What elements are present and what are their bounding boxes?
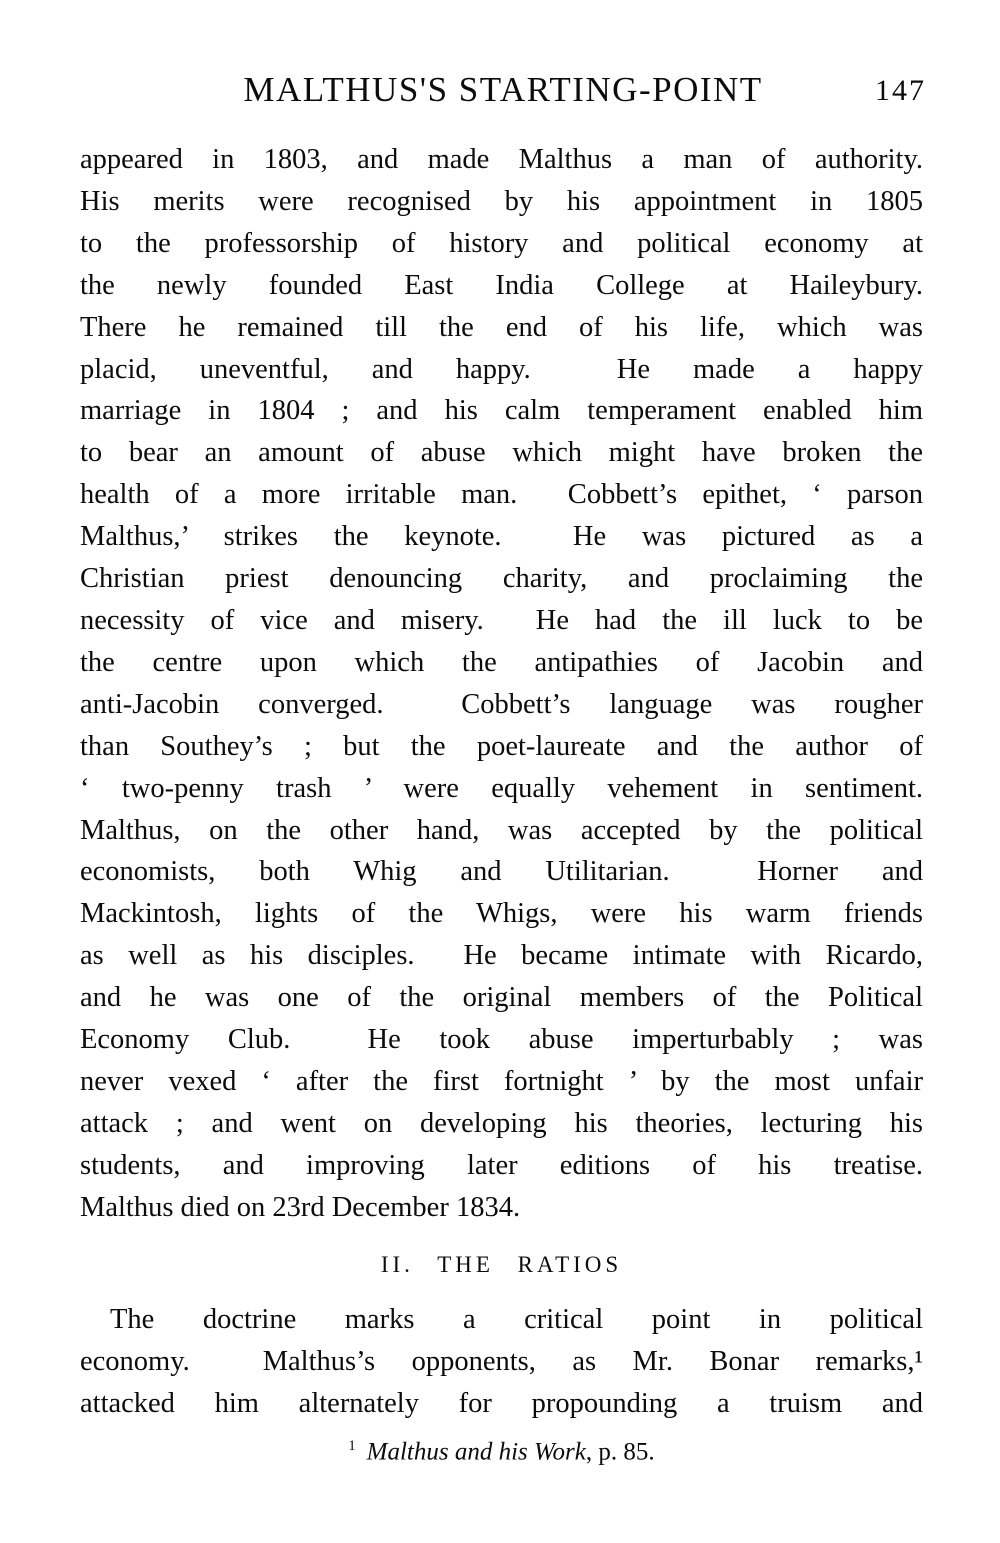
text-line: The doctrine marks a critical point in political — [110, 1304, 923, 1335]
text-line: attacked him alternately for propounding a truism and — [80, 1387, 923, 1419]
text-line: and he was one of the original members of the Political — [80, 982, 923, 1014]
text-line: Economy Club. He took abuse imperturbably ; was — [80, 1024, 923, 1056]
text-line: economists, both Whig and Utilitarian. Horner and — [80, 856, 923, 888]
text-line: the centre upon which the antipathies of Jacobin and — [80, 646, 923, 678]
paragraph-1 — [80, 139, 923, 1229]
text-line: economy. Malthus’s opponents, as Mr. Bonar remarks,¹ — [80, 1345, 923, 1377]
text-line: There he remained till the end of his life, which was — [80, 311, 923, 343]
text-line: to bear an amount of abuse which might have broken the — [80, 437, 923, 469]
text-line: Mackintosh, lights of the Whigs, were his warm friends — [80, 898, 923, 930]
text-line: necessity of vice and misery. He had the ill luck to be — [80, 604, 923, 636]
text-line: as well as his disciples. He became intimate with Ricardo, — [80, 940, 923, 972]
text-line: never vexed ‘ after the first fortnight ’ by the most unfair — [80, 1065, 923, 1097]
text-line: appeared in 1803, and made Malthus a man of authority. — [80, 144, 923, 175]
section-heading: II. THE RATIOS — [380, 1252, 623, 1277]
body-text-column — [80, 0, 923, 1543]
text-line: marriage in 1804 ; and his calm temperament enabled him — [80, 395, 923, 427]
running-title: MALTHUS'S STARTING-POINT — [243, 70, 763, 109]
text-line: Malthus, on the other hand, was accepted by the political — [80, 814, 923, 846]
text-line: to the professorship of history and political economy at — [80, 227, 923, 259]
text-line: anti-Jacobin converged. Cobbett’s language was rougher — [80, 688, 923, 720]
text-line: placid, uneventful, and happy. He made a happy — [80, 353, 923, 385]
text-line: than Southey’s ; but the poet-laureate and the author of — [80, 730, 923, 762]
text-line: Malthus died on 23rd December 1834. — [80, 1191, 521, 1223]
text-line: students, and improving later editions of his treatise. — [80, 1149, 923, 1181]
text-line: Christian priest denouncing charity, and proclaiming the — [80, 563, 923, 595]
footnote-marker: 1 — [348, 1438, 356, 1454]
footnote-text: , p. 85. — [585, 1438, 655, 1466]
text-line: ‘ two-penny trash ’ were equally vehement in sentiment. — [80, 772, 923, 804]
footnote-book-title: Malthus and his Work — [366, 1438, 586, 1466]
text-line: His merits were recognised by his appointment in 1805 — [80, 185, 923, 217]
footnote — [80, 1438, 923, 1466]
page-number: 147 — [875, 74, 926, 107]
text-line: attack ; and went on developing his theories, lecturing his — [80, 1107, 923, 1139]
text-line: Malthus,’ strikes the keynote. He was pictured as a — [80, 521, 923, 553]
text-line: health of a more irritable man. Cobbett’s epithet, ‘ parson — [80, 479, 923, 511]
paragraph-2 — [80, 1299, 923, 1425]
text-line: the newly founded East India College at Haileybury. — [80, 269, 923, 301]
